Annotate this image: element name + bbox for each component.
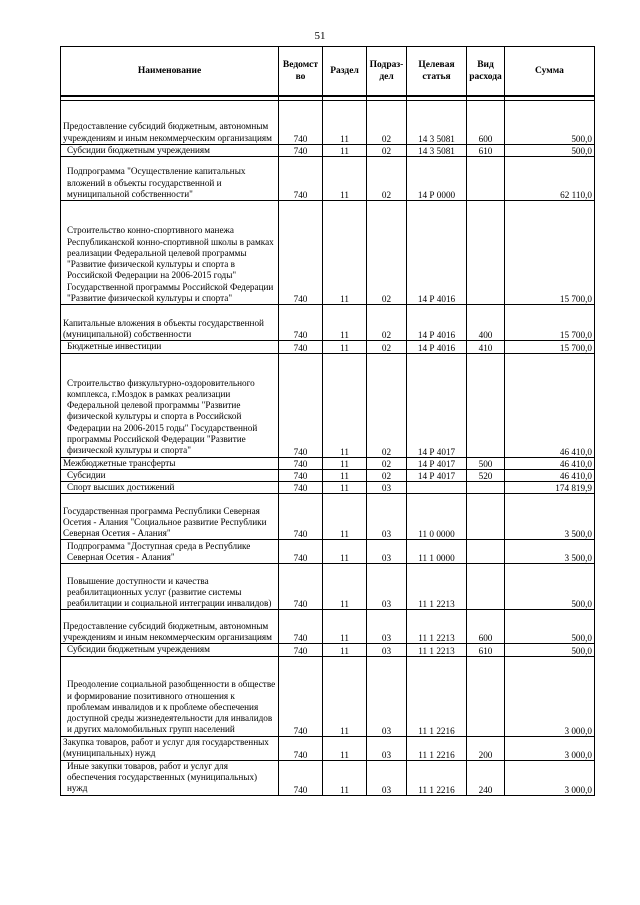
budget-table (60, 46, 595, 796)
row-vedomstvo: 740 (279, 564, 323, 610)
row-celevaya: 14 Р 4017 (407, 457, 467, 469)
header-vedomstvo: Ведомст во (279, 47, 323, 97)
header-vid: Вид расхода (467, 47, 505, 97)
row-vid: 610 (467, 145, 505, 157)
row-vedomstvo: 740 (279, 101, 323, 145)
row-vid: 400 (467, 305, 505, 341)
row-name: Подпрограмма "Доступная среда в Республике Северная Осетия - Алания" (61, 540, 279, 564)
header-summa: Сумма (505, 47, 595, 97)
row-vid: 500 (467, 457, 505, 469)
row-vid (467, 482, 505, 494)
table-body (61, 101, 595, 796)
row-celevaya: 11 1 2213 (407, 610, 467, 644)
table-row (61, 564, 595, 610)
table-row (61, 760, 595, 795)
row-name: Преодоление социальной разобщенности в обществе и формирование позитивного отношения к проблемам инвалидов и к проблеме обеспечения доступной среды жизнедеятельности для инвалидов и других маломобильных групп населений (61, 656, 279, 736)
row-vedomstvo: 740 (279, 305, 323, 341)
row-name: Субсидии бюджетным учреждениям (61, 145, 279, 157)
table-header-row (61, 47, 595, 97)
row-razdel: 11 (323, 457, 367, 469)
row-celevaya: 11 1 2216 (407, 760, 467, 795)
row-celevaya: 11 0 0000 (407, 494, 467, 540)
row-razdel: 11 (323, 157, 367, 201)
table-row (61, 305, 595, 341)
row-name: Субсидии бюджетным учреждениям (61, 644, 279, 656)
row-vid (467, 564, 505, 610)
row-summa: 500,0 (505, 101, 595, 145)
row-razdel: 11 (323, 610, 367, 644)
row-name: Иные закупки товаров, работ и услуг для обеспечения государственных (муниципальных) нужд (61, 760, 279, 795)
table-row (61, 656, 595, 736)
row-vid (467, 353, 505, 457)
row-summa: 62 110,0 (505, 157, 595, 201)
row-vedomstvo: 740 (279, 656, 323, 736)
table-row (61, 341, 595, 353)
row-summa: 3 500,0 (505, 540, 595, 564)
row-podrazdel: 02 (367, 101, 407, 145)
row-celevaya: 11 1 2213 (407, 644, 467, 656)
row-name: Строительство конно-спортивного манежа Республиканской конно-спортивной школы в рамках реализации Федеральной целевой программы "Развитие физической культуры и спорта в Российской Федерации на 2006-2015 годы" Государственной программы Российской Федерации "Развитие физической культуры и спорта" (61, 201, 279, 305)
row-celevaya: 14 Р 0000 (407, 157, 467, 201)
row-vid: 520 (467, 469, 505, 481)
row-podrazdel: 03 (367, 760, 407, 795)
row-vid: 200 (467, 736, 505, 760)
table-row (61, 736, 595, 760)
table-row (61, 157, 595, 201)
row-name: Межбюджетные трансферты (61, 457, 279, 469)
row-summa: 3 000,0 (505, 736, 595, 760)
header-podrazdel: Подраз- дел (367, 47, 407, 97)
row-podrazdel: 02 (367, 305, 407, 341)
row-podrazdel: 03 (367, 494, 407, 540)
row-vedomstvo: 740 (279, 145, 323, 157)
row-celevaya (407, 482, 467, 494)
row-podrazdel: 02 (367, 353, 407, 457)
row-vedomstvo: 740 (279, 610, 323, 644)
row-celevaya: 14 Р 4017 (407, 353, 467, 457)
row-vedomstvo: 740 (279, 353, 323, 457)
row-podrazdel: 03 (367, 644, 407, 656)
row-name: Предоставление субсидий бюджетным, автономным учреждениям и иным некоммерческим организациям (61, 610, 279, 644)
row-podrazdel: 02 (367, 157, 407, 201)
row-summa: 3 000,0 (505, 760, 595, 795)
row-razdel: 11 (323, 469, 367, 481)
row-summa: 3 000,0 (505, 656, 595, 736)
row-name: Бюджетные инвестиции (61, 341, 279, 353)
row-vedomstvo: 740 (279, 736, 323, 760)
row-name: Строительство физкультурно-оздоровительного комплекса, г.Моздок в рамках реализации Федеральной целевой программы "Развитие физической культуры и спорта в Российской Федерации на 2006-2015 годы" Государственной программы Российской Федерации "Развитие физической культуры и спорта" (61, 353, 279, 457)
row-razdel: 11 (323, 482, 367, 494)
row-vedomstvo: 740 (279, 457, 323, 469)
row-vid (467, 201, 505, 305)
row-vedomstvo: 740 (279, 157, 323, 201)
row-summa: 174 819,9 (505, 482, 595, 494)
row-podrazdel: 02 (367, 201, 407, 305)
row-vid (467, 540, 505, 564)
header-celevaya: Целевая статья (407, 47, 467, 97)
row-vedomstvo: 740 (279, 494, 323, 540)
row-celevaya: 14 3 5081 (407, 145, 467, 157)
row-name: Предоставление субсидий бюджетным, автономным учреждениям и иным некоммерческим организациям (61, 101, 279, 145)
table-row (61, 494, 595, 540)
row-name: Субсидии (61, 469, 279, 481)
table-row (61, 540, 595, 564)
row-celevaya: 14 3 5081 (407, 101, 467, 145)
table-row (61, 201, 595, 305)
row-summa: 500,0 (505, 610, 595, 644)
row-celevaya: 14 Р 4016 (407, 341, 467, 353)
page-number: 51 (314, 30, 326, 42)
header-razdel: Раздел (323, 47, 367, 97)
row-name: Спорт высших достижений (61, 482, 279, 494)
table-row (61, 457, 595, 469)
row-razdel: 11 (323, 656, 367, 736)
row-celevaya: 14 Р 4016 (407, 305, 467, 341)
row-razdel: 11 (323, 494, 367, 540)
row-celevaya: 11 1 2216 (407, 736, 467, 760)
row-vedomstvo: 740 (279, 482, 323, 494)
row-celevaya: 14 Р 4016 (407, 201, 467, 305)
row-vid: 600 (467, 101, 505, 145)
row-summa: 46 410,0 (505, 353, 595, 457)
row-razdel: 11 (323, 540, 367, 564)
row-summa: 500,0 (505, 145, 595, 157)
row-podrazdel: 03 (367, 610, 407, 644)
row-summa: 15 700,0 (505, 201, 595, 305)
row-vedomstvo: 740 (279, 201, 323, 305)
row-celevaya: 11 1 2216 (407, 656, 467, 736)
row-name: Подпрограмма "Осуществление капитальных вложений в объекты государственной и муниципальной собственности" (61, 157, 279, 201)
row-podrazdel: 02 (367, 341, 407, 353)
row-summa: 3 500,0 (505, 494, 595, 540)
row-podrazdel: 03 (367, 540, 407, 564)
row-podrazdel: 02 (367, 469, 407, 481)
table-row (61, 145, 595, 157)
table-row (61, 644, 595, 656)
row-vedomstvo: 740 (279, 760, 323, 795)
table-row (61, 469, 595, 481)
row-vid: 610 (467, 644, 505, 656)
row-vedomstvo: 740 (279, 469, 323, 481)
row-razdel: 11 (323, 564, 367, 610)
table-row (61, 353, 595, 457)
row-celevaya: 14 Р 4017 (407, 469, 467, 481)
row-vid (467, 157, 505, 201)
row-vedomstvo: 740 (279, 644, 323, 656)
row-name: Закупка товаров, работ и услуг для государственных (муниципальных) нужд (61, 736, 279, 760)
row-podrazdel: 02 (367, 145, 407, 157)
row-podrazdel: 02 (367, 457, 407, 469)
row-celevaya: 11 1 2213 (407, 564, 467, 610)
row-razdel: 11 (323, 644, 367, 656)
row-vid (467, 494, 505, 540)
row-summa: 46 410,0 (505, 469, 595, 481)
row-name: Повышение доступности и качества реабилитационных услуг (развитие системы реабилитации и социальной интеграции инвалидов) (61, 564, 279, 610)
row-razdel: 11 (323, 201, 367, 305)
row-summa: 15 700,0 (505, 305, 595, 341)
row-razdel: 11 (323, 760, 367, 795)
row-razdel: 11 (323, 736, 367, 760)
row-podrazdel: 03 (367, 564, 407, 610)
row-name: Государственная программа Республики Северная Осетия - Алания "Социальное развитие Республики Северная Осетия - Алания" (61, 494, 279, 540)
row-podrazdel: 03 (367, 736, 407, 760)
row-podrazdel: 03 (367, 656, 407, 736)
row-podrazdel: 03 (367, 482, 407, 494)
table-row (61, 610, 595, 644)
header-name: Наименование (61, 47, 279, 97)
row-summa: 500,0 (505, 644, 595, 656)
row-razdel: 11 (323, 353, 367, 457)
row-vid: 600 (467, 610, 505, 644)
row-vid: 240 (467, 760, 505, 795)
row-vedomstvo: 740 (279, 540, 323, 564)
row-celevaya: 11 1 0000 (407, 540, 467, 564)
row-razdel: 11 (323, 341, 367, 353)
row-razdel: 11 (323, 101, 367, 145)
table-row (61, 101, 595, 145)
row-razdel: 11 (323, 305, 367, 341)
row-vid: 410 (467, 341, 505, 353)
row-name: Капитальные вложения в объекты государственной (муниципальной) собственности (61, 305, 279, 341)
row-summa: 46 410,0 (505, 457, 595, 469)
row-summa: 500,0 (505, 564, 595, 610)
table-row (61, 482, 595, 494)
row-vid (467, 656, 505, 736)
row-vedomstvo: 740 (279, 341, 323, 353)
row-razdel: 11 (323, 145, 367, 157)
row-summa: 15 700,0 (505, 341, 595, 353)
